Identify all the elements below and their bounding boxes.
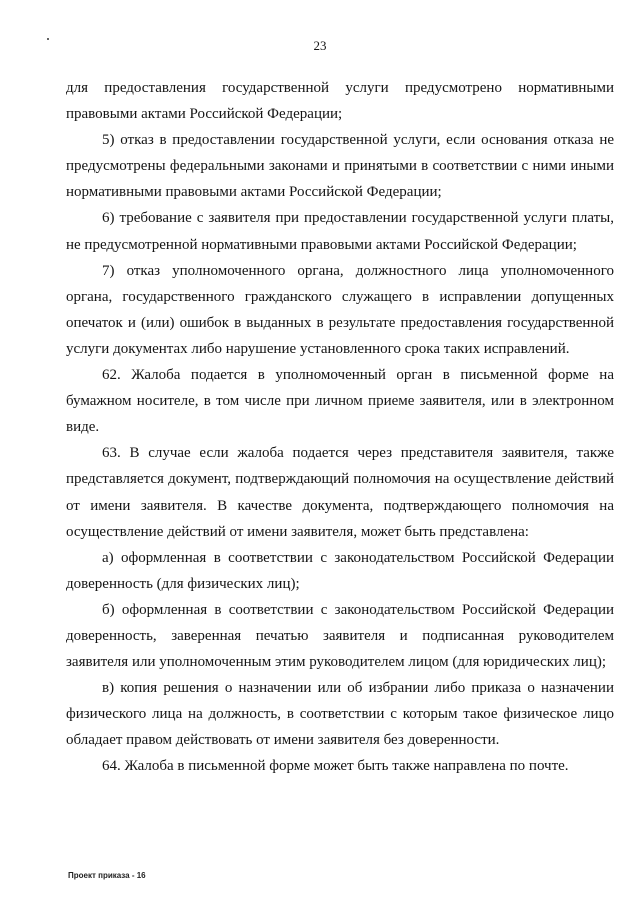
page-number: 23 bbox=[313, 38, 327, 53]
paragraph-64: 64. Жалоба в письменной форме может быть также направлена по почте. bbox=[102, 758, 569, 775]
paragraph-item-6: 6) требование с заявителя при предоставлении государственной услуги платы, не предусмотренной нормативными правовыми актами Российской Федерации; bbox=[66, 210, 614, 253]
paragraph-63: 63. В случае если жалоба подается через представителя заявителя, также представляется документ, подтверждающий полномочия на осуществление действий от имени заявителя. В качестве документа, подтверждающего полномочия на осуществление действий от имени заявителя, может быть представлена: bbox=[66, 445, 614, 540]
footer-draft-label: Проект приказа - 16 bbox=[68, 871, 146, 880]
paragraph-continuation: для предоставления государственной услуги предусмотрено нормативными правовыми актами Российской Федерации; bbox=[66, 80, 614, 123]
document-body bbox=[66, 75, 614, 780]
paragraph-item-7: 7) отказ уполномоченного органа, должностного лица уполномоченного органа, государственного гражданского служащего в исправлении допущенных опечаток и (или) ошибок в выданных в результате предоставления государственной услуги документах либо нарушение установленного срока таких исправлений. bbox=[66, 262, 614, 357]
paragraph-item-b: б) оформленная в соответствии с законодательством Российской Федерации доверенность, заверенная печатью заявителя и подписанная руководителем заявителя или уполномоченным этим руководителем лицом (для юридических лиц); bbox=[66, 601, 614, 671]
paragraph-item-v: в) копия решения о назначении или об избрании либо приказа о назначении физического лица на должность, в соответствии с которым такое физическое лицо обладает правом действовать от имени заявителя без доверенности. bbox=[66, 680, 614, 749]
paragraph-item-5: 5) отказ в предоставлении государственной услуги, если основания отказа не предусмотрены федеральными законами и принятыми в соответствии с ними иными нормативными правовыми актами Российской Федерации; bbox=[66, 132, 614, 201]
paragraph-62: 62. Жалоба подается в уполномоченный орган в письменной форме на бумажном носителе, в том числе при личном приеме заявителя, или в электронном виде. bbox=[66, 367, 614, 436]
paragraph-item-a: а) оформленная в соответствии с законодательством Российской Федерации доверенность (для физических лиц); bbox=[66, 549, 614, 592]
